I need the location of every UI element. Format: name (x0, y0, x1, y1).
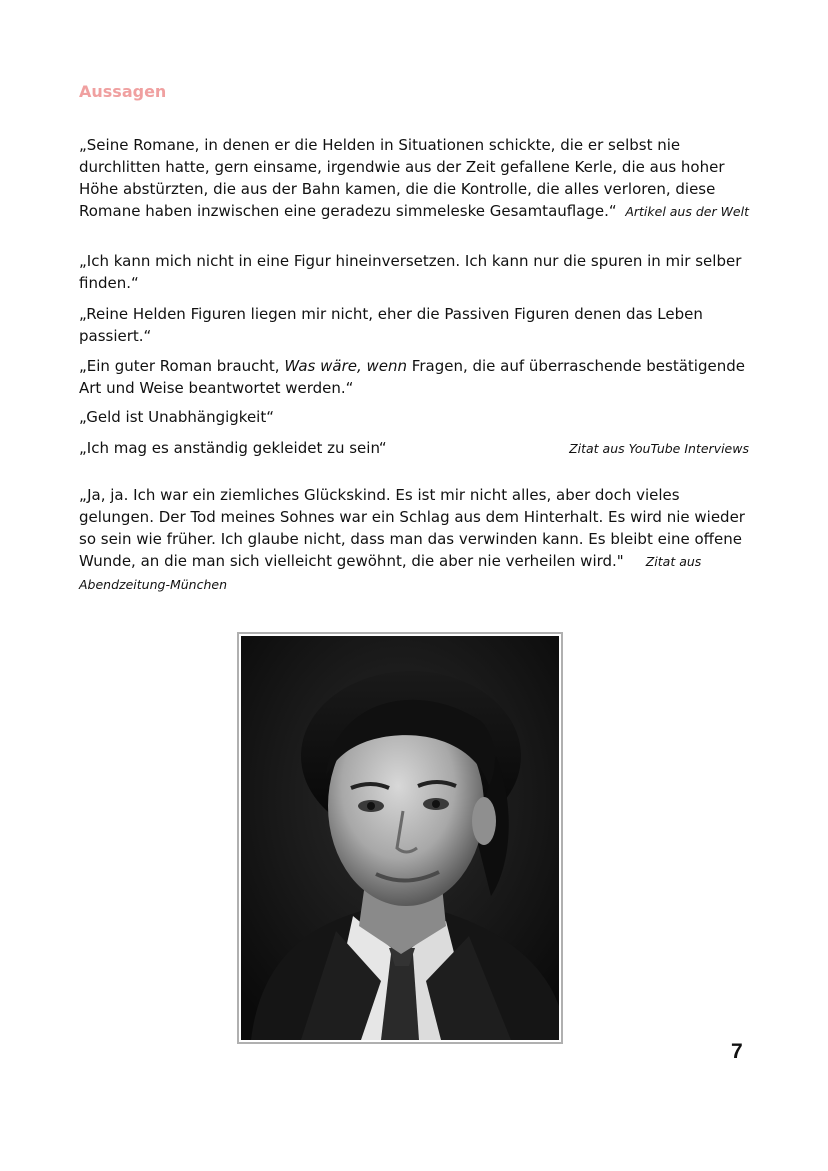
quote-money: „Geld ist Unabhängigkeit“ (79, 408, 274, 426)
quote-novels (79, 134, 749, 223)
quote-lucky-child-text: „Ja, ja. Ich war ein ziemliches Glückskind. Es ist mir nicht alles, aber doch vieles gelungen. Der Tod meines Sohnes war ein Schlag aus dem Hinterhalt. Es wird nie wieder so sein wie früher. Ich glaube nicht, dass man das verwinden kann. Es bleibt eine offene Wunde, an die man sich vielleicht gewöhnt, die aber nie verheilen wird." (79, 486, 745, 570)
quote-dressed-text: „Ich mag es anständig gekleidet zu sein“ (79, 439, 387, 457)
portrait-photo (237, 632, 563, 1044)
quote-dressed-source: Zitat aus YouTube Interviews (569, 441, 749, 456)
quote-lucky-child-source: Zitat aus Abendzeitung-München (79, 554, 702, 592)
portrait-image (241, 636, 559, 1040)
section-heading: Aussagen (79, 82, 167, 101)
quote-good-novel-start: „Ein guter Roman braucht, (79, 357, 285, 375)
quote-dressed (79, 437, 749, 460)
quote-good-novel-italic: Was wäre, wenn (284, 357, 408, 375)
quote-good-novel-end: Fragen, die auf überraschende bestätigende Art und Weise beantwortet werden.“ (79, 357, 745, 397)
quote-heroes: „Reine Helden Figuren liegen mir nicht, eher die Passiven Figuren denen das Leben passiert.“ (79, 305, 703, 345)
quote-good-novel (79, 355, 749, 399)
quote-lucky-child (79, 484, 749, 596)
quote-figures: „Ich kann mich nicht in eine Figur hineinversetzen. Ich kann nur die spuren in mir selber finden.“ (79, 252, 742, 292)
quote-novels-source: Artikel aus der Welt (625, 204, 749, 219)
quote-novels-text: „Seine Romane, in denen er die Helden in Situationen schickte, die er selbst nie durchlitten hatte, gern einsame, irgendwie aus der Zeit gefallene Kerle, die aus hoher Höhe abstürzten, die aus der Bahn kamen, die die Kontrolle, die alles verloren, diese Romane haben inzwischen eine geradezu simmeleske Gesamtauflage.“ (79, 136, 725, 220)
page-number: 7 (731, 1040, 743, 1063)
